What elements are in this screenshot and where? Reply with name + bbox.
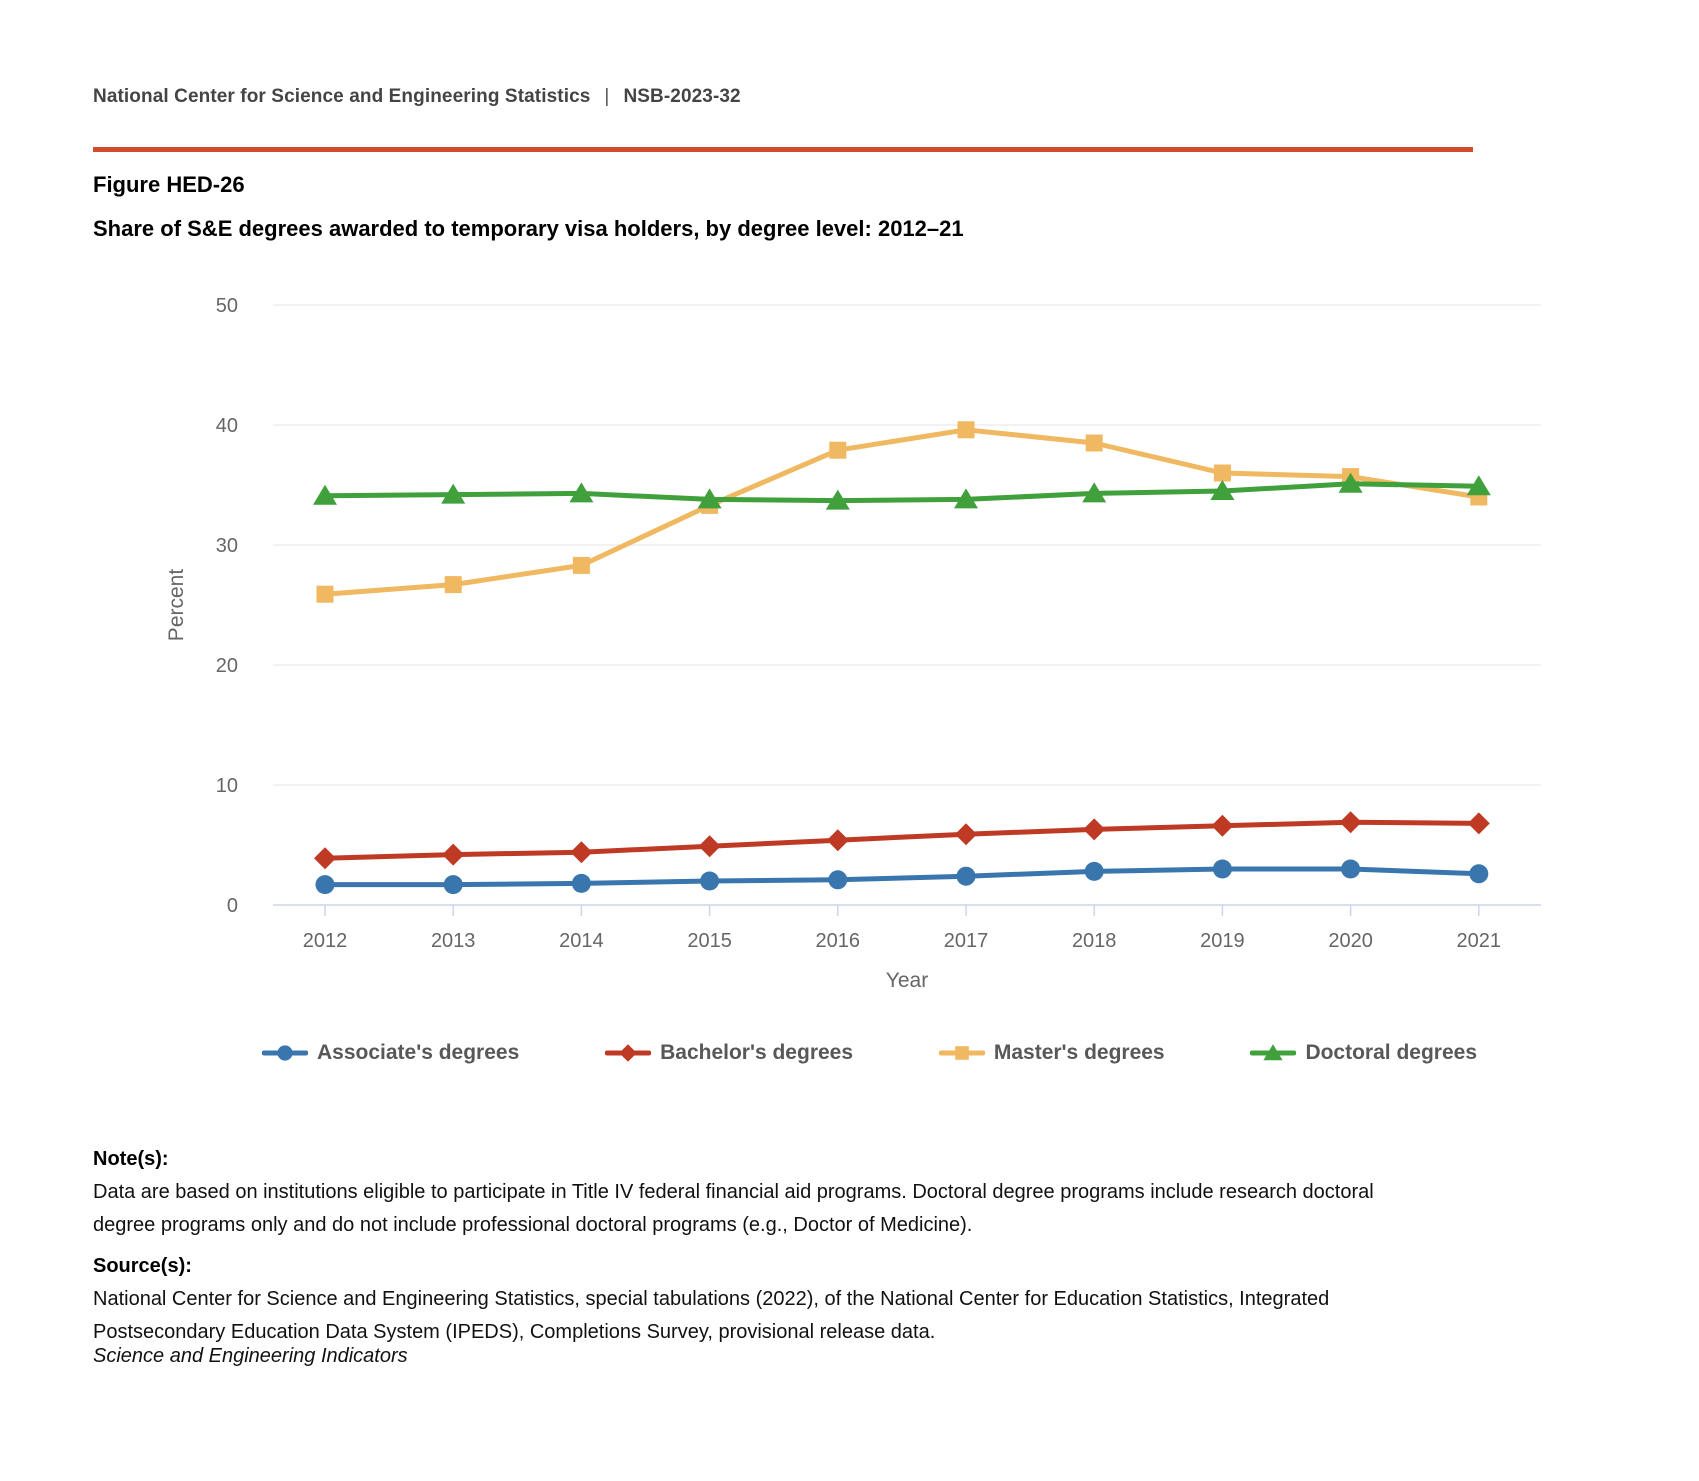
data-point-marker[interactable] [955,823,977,845]
data-point-marker[interactable] [1213,860,1232,879]
x-axis-tick-label: 2014 [559,930,604,952]
legend-item-masters-degrees[interactable] [939,1041,1165,1065]
data-point-marker[interactable] [828,870,847,889]
data-point-marker[interactable] [699,835,721,857]
data-point-marker[interactable] [957,867,976,886]
chart-legend [262,1038,1477,1068]
y-axis-tick-label: 0 [226,895,238,917]
data-point-marker[interactable] [619,1044,637,1062]
data-point-marker[interactable] [573,557,590,574]
sources-line: National Center for Science and Engineering Statistics, special tabulations (2022), of the National Center for Education Statistics, Integrated [93,1288,1330,1310]
notes-heading: Note(s): [93,1148,169,1170]
header-separator: | [604,86,610,107]
y-axis-title: Percent [165,568,188,642]
y-axis-tick-label: 20 [215,655,238,677]
y-axis-tick-label: 50 [215,295,238,317]
line-chart [0,250,1699,1010]
figure-label: Figure HED-26 [93,172,245,197]
data-point-marker[interactable] [314,847,336,869]
x-axis-tick-label: 2013 [430,930,476,952]
data-point-marker[interactable] [1340,811,1362,833]
org-name: National Center for Science and Engineering Statistics [93,86,591,107]
data-point-marker[interactable] [1214,465,1231,482]
report-id: NSB-2023-32 [623,86,741,107]
legend-item-doctoral-degrees[interactable] [1250,1041,1477,1065]
data-point-marker[interactable] [570,841,592,863]
data-point-marker[interactable] [317,586,334,603]
sources-heading: Source(s): [93,1255,192,1277]
series-line-1 [325,822,1479,858]
data-point-marker[interactable] [1086,435,1103,452]
legend-label: Master's degrees [993,1041,1165,1064]
x-axis-tick-label: 2021 [1456,930,1502,952]
square-marker-icon [939,1042,985,1064]
y-axis-tick-label: 10 [215,775,238,797]
data-point-marker[interactable] [444,875,463,894]
data-point-marker[interactable] [442,844,464,866]
legend-label: Associate's degrees [317,1041,520,1064]
notes-line: degree programs only and do not include professional doctoral programs (e.g., Doctor of Medicine). [93,1214,973,1236]
chart-area [0,250,1699,1010]
legend-item-bachelors-degrees[interactable] [605,1041,853,1065]
x-axis-tick-label: 2020 [1328,930,1373,952]
circle-marker-icon [262,1042,308,1064]
series-line-3 [325,484,1479,501]
series-line-0 [325,869,1479,885]
notes-section [93,1143,1485,1242]
x-axis-title: Year [885,969,929,992]
legend-label: Doctoral degrees [1305,1041,1477,1064]
data-point-marker[interactable] [700,872,719,891]
x-axis-tick-label: 2015 [687,930,732,952]
chart-title: Share of S&E degrees awarded to temporary visa holders, by degree level: 2012–21 [93,216,964,241]
x-axis-tick-label: 2019 [1200,930,1245,952]
x-axis-tick-label: 2012 [302,930,348,952]
data-point-marker[interactable] [829,442,846,459]
data-point-marker[interactable] [958,421,975,438]
notes-line: Data are based on institutions eligible to participate in Title IV federal financial aid programs. Doctoral degree programs include research doctoral [93,1181,1374,1203]
legend-item-associates-degrees[interactable] [262,1041,519,1065]
data-point-marker[interactable] [1468,812,1490,834]
data-point-marker[interactable] [316,875,335,894]
x-axis-tick-label: 2017 [943,930,989,952]
data-point-marker[interactable] [827,829,849,851]
data-point-marker[interactable] [572,874,591,893]
sources-line: Postsecondary Education Data System (IPEDS), Completions Survey, provisional release data. [93,1321,936,1343]
x-axis-tick-label: 2018 [1071,930,1117,952]
y-axis-tick-label: 30 [215,535,238,557]
publication-title: Science and Engineering Indicators [93,1345,408,1367]
triangle-marker-icon [1250,1042,1296,1064]
title-rule [93,147,1473,152]
y-axis-tick-label: 40 [215,415,238,437]
series-line-2 [325,430,1479,594]
data-point-marker[interactable] [277,1045,292,1060]
data-point-marker[interactable] [1083,818,1105,840]
diamond-marker-icon [605,1042,651,1064]
data-point-marker[interactable] [1085,862,1104,881]
data-point-marker[interactable] [1469,864,1488,883]
data-point-marker[interactable] [955,1046,969,1060]
report-header [93,86,741,108]
sources-section [93,1250,1485,1349]
data-point-marker[interactable] [445,576,462,593]
legend-label: Bachelor's degrees [660,1041,854,1064]
data-point-marker[interactable] [1211,815,1233,837]
x-axis-tick-label: 2016 [815,930,861,952]
data-point-marker[interactable] [1341,860,1360,879]
